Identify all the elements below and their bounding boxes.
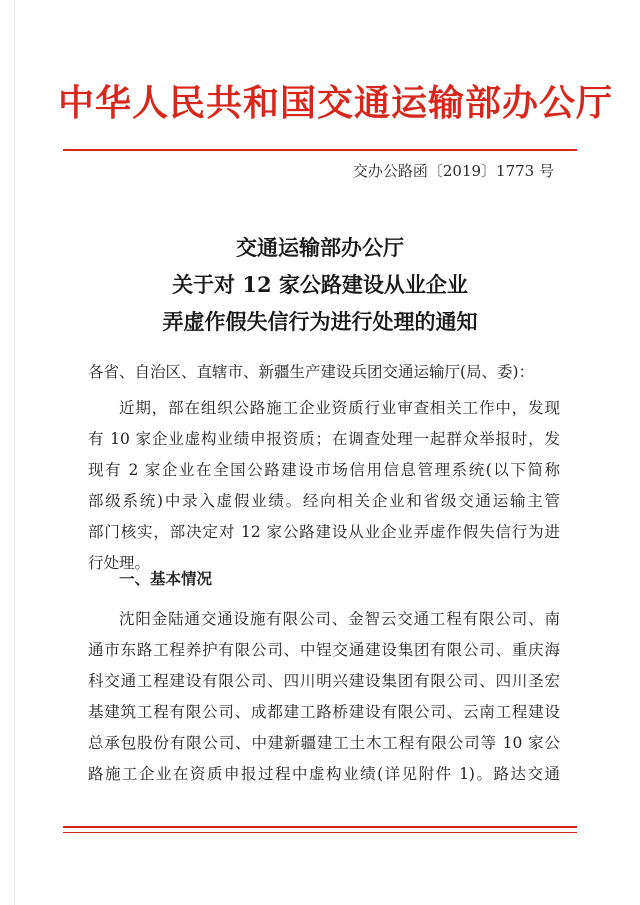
paragraph-line: 通市东路工程养护有限公司、中锃交通建设集团有限公司、重庆海: [88, 641, 560, 659]
paragraph-line: 基建筑工程有限公司、成都建工路桥建设有限公司、云南工程建设: [88, 703, 560, 721]
issuing-authority-title: 中华人民共和国交通运输部办公厅: [58, 83, 614, 124]
footer-red-rule-thin: [63, 832, 577, 833]
paragraph-line: 现有 2 家企业在全国公路建设市场信用信息管理系统(以下简称: [88, 461, 560, 479]
paragraph-line: 沈阳金陆通交通设施有限公司、金智云交通工程有限公司、南: [119, 610, 560, 628]
paragraph-line: 近期，部在组织公路施工企业资质行业审查相关工作中，发现: [119, 399, 560, 417]
paragraph-line: 行处理。: [88, 554, 151, 572]
notice-title-line-1: 交通运输部办公厅: [236, 235, 404, 260]
basic-situation-paragraph: [88, 604, 560, 790]
paragraph-line: 部级系统)中录入虚假业绩。经向相关企业和省级交通运输主管: [88, 492, 560, 510]
paragraph-line: 科交通工程建设有限公司、四川明兴建设集团有限公司、四川圣宏: [88, 672, 560, 690]
intro-paragraph: [88, 393, 560, 579]
document-number: 交办公路函〔2019〕1773 号: [352, 162, 554, 180]
footer-red-rule: [63, 826, 577, 828]
paragraph-line: 路施工企业在资质申报过程中虚构业绩(详见附件 1)。路达交通: [88, 765, 560, 783]
addressee: [88, 357, 560, 388]
notice-title-line-3: 弄虚作假失信行为进行处理的通知: [162, 309, 478, 334]
header-red-rule: [63, 149, 577, 151]
addressee-line: 各省、自治区、直辖市、新疆生产建设兵团交通运输厅(局、委)：: [88, 363, 535, 381]
paragraph-line: 总承包股份有限公司、中建新疆建工土木工程有限公司等 10 家公: [88, 734, 560, 752]
paragraph-line: 部门核实，部决定对 12 家公路建设从业企业弄虚作假失信行为进: [88, 523, 560, 541]
page-edge-line: [14, 0, 15, 905]
notice-title-line-2: 关于对 12 家公路建设从业企业: [172, 272, 468, 297]
section-heading-basic-situation: 一、基本情况: [119, 570, 213, 588]
paragraph-line: 有 10 家企业虚构业绩申报资质；在调查处理一起群众举报时，发: [88, 430, 560, 448]
